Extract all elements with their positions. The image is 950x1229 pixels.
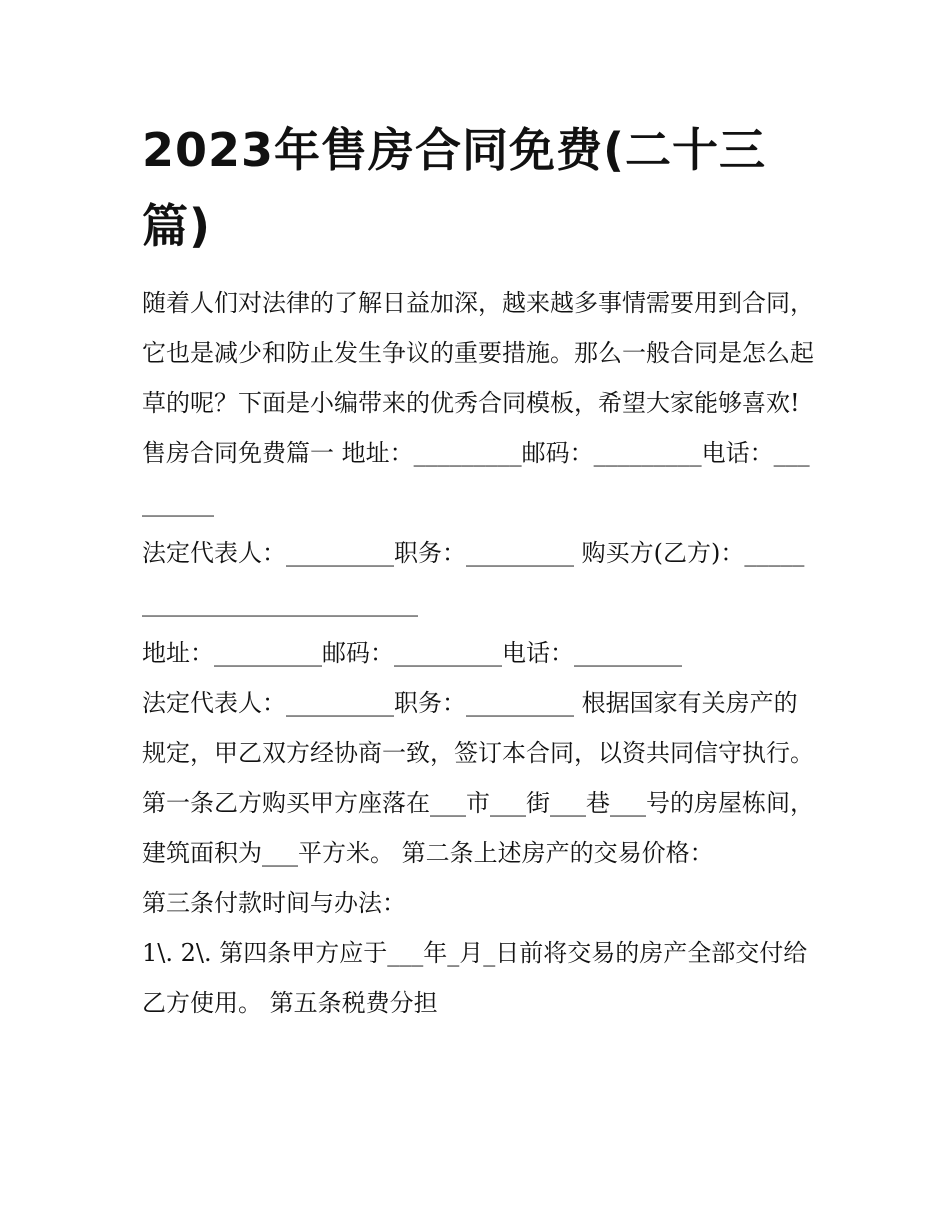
document-page bbox=[142, 112, 814, 1028]
buyer-contact-line: 地址：_________邮码：_________电话：_________ bbox=[142, 639, 682, 667]
intro-paragraph: 随着人们对法律的了解日益加深，越来越多事情需要用到合同，它也是减少和防止发生争议的重要措施。那么一般合同是怎么起草的呢？下面是小编带来的优秀合同模板，希望大家能够喜欢! bbox=[142, 289, 814, 417]
article-1-2: 第一条乙方购买甲方座落在___市___街___巷___号的房屋栋间，建筑面积为___平方米。 第二条上述房产的交易价格： bbox=[142, 789, 814, 867]
seller-representative-line: 法定代表人：_________职务：_________ 购买方(乙方)：____________________________ bbox=[142, 539, 805, 617]
buyer-representative-line: 法定代表人：_________职务：_________ 根据国家有关房产的规定，甲乙双方经协商一致，签订本合同，以资共同信守执行。 bbox=[142, 689, 814, 767]
article-3: 第三条付款时间与办法： bbox=[142, 889, 406, 917]
article-4-5: 1\. 2\. 第四条甲方应于___年_月_日前将交易的房产全部交付给乙方使用。 第五条税费分担 bbox=[142, 939, 808, 1017]
seller-contact-line: 售房合同免费篇一 地址：_________邮码：_________电话：_________ bbox=[142, 439, 810, 517]
document-title: 2023年售房合同免费(二十三篇) bbox=[142, 123, 767, 253]
